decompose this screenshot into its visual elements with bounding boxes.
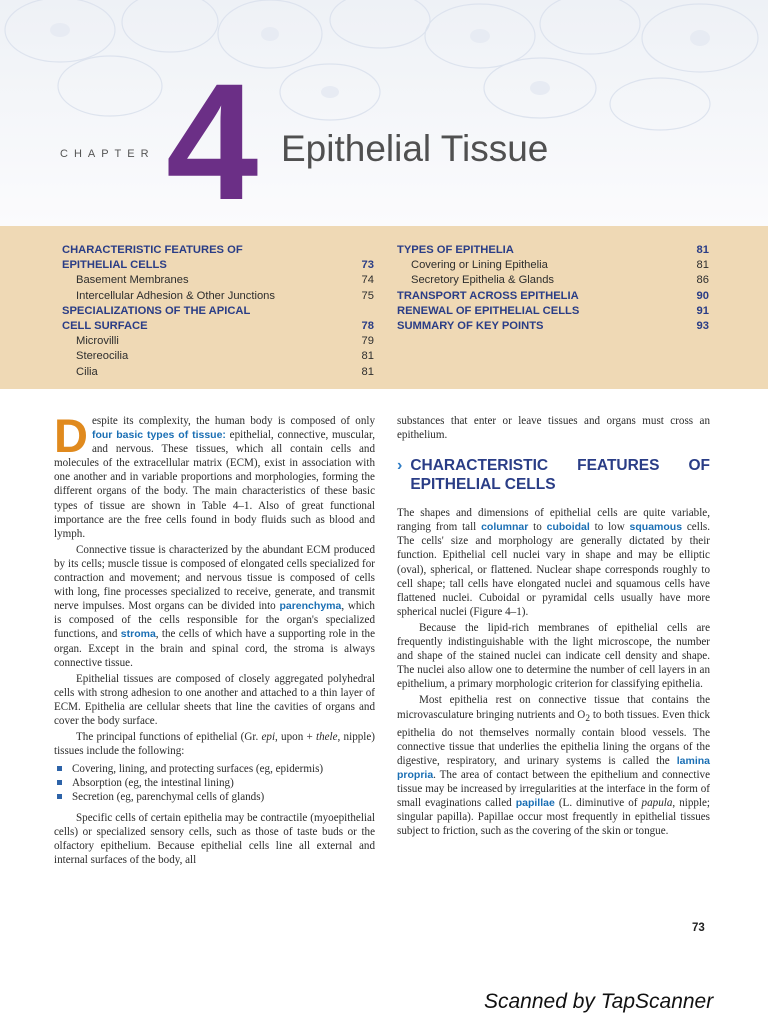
chevron-right-icon: › [397, 457, 403, 475]
italic-term: epi [261, 731, 276, 744]
text-run: to low [589, 521, 630, 534]
toc-entry[interactable] [397, 304, 709, 319]
list-item [54, 776, 375, 790]
toc-entry-label: CELL SURFACE [62, 320, 148, 333]
toc-entry[interactable] [62, 304, 374, 319]
list-item-text: Absorption (eg, the intestinal lining) [72, 777, 234, 790]
toc-entry-page: 75 [361, 289, 374, 302]
list-item [54, 762, 375, 776]
toc-entry[interactable] [62, 334, 374, 349]
key-term: papillae [515, 797, 555, 810]
bullet-square-icon [57, 794, 62, 799]
toc-entry-label: EPITHELIAL CELLS [62, 259, 167, 272]
drop-cap: D [54, 409, 88, 462]
text-run: The principal functions of epithelial (Gr. [76, 731, 262, 744]
toc-left-column [62, 243, 374, 380]
toc-entry-page: 81 [696, 259, 709, 272]
list-item-text: Secretion (eg, parenchymal cells of glands) [72, 791, 265, 804]
toc-entry-page: 93 [696, 320, 709, 333]
text-run: , the cells of which have a supporting role in the organ. Except in the brain and spinal cord, the stroma is always connective tissue. [54, 628, 375, 669]
function-list [54, 762, 375, 804]
toc-entry-label: Microvilli [76, 335, 119, 348]
toc-entry[interactable] [397, 289, 709, 304]
paragraph: Specific cells of certain epithelia may be contractile (myoepithelial cells) or specialized sensory cells, such as those of taste buds or the olfactory epithelium. Because epithelial cells line all external and internal surfaces of the body, all [54, 811, 375, 866]
paragraph: Because the lipid-rich membranes of epithelial cells are frequently indistinguishable with the light microscope, the number and shape of the stained nuclei can indicate cell density and shape. The nuclei also allow one to determine the number of cell layers in an epithelium, a primary morphologic criterion for classifying epithelia. [397, 621, 710, 691]
key-term: columnar [481, 521, 529, 534]
toc-entry-label: CHARACTERISTIC FEATURES OF [62, 244, 243, 256]
key-term: squamous [629, 521, 683, 534]
text-run: epithelial, connective, muscular, and nervous. These tissues, which all contain cells and molecules of the extracellular matrix (ECM), exist in association with one another and in variable proportions and morphologies, forming the different organs of the body. The main characteristics of these basic types of tissue are shown in Table 4–1. Also of great functional importance are the free cells found in body fluids such as blood and lymph. [54, 429, 375, 540]
toc-entry-page: 74 [361, 274, 374, 287]
text-run: , upon + [275, 731, 316, 744]
section-heading [397, 456, 710, 494]
toc-entry[interactable] [397, 243, 709, 258]
toc-entry-label: TYPES OF EPITHELIA [397, 244, 514, 256]
toc-entry[interactable] [62, 319, 374, 334]
chapter-title: Epithelial Tissue [281, 128, 549, 169]
toc-entry[interactable] [62, 273, 374, 288]
toc-entry-label: SUMMARY OF KEY POINTS [397, 320, 544, 333]
toc-entry-label: Intercellular Adhesion & Other Junctions [76, 289, 275, 302]
list-item [54, 790, 375, 804]
text-run: Most epithelia rest on connective tissue that contains the microvasculature bringing nutrients and O [397, 694, 710, 721]
toc-entry-page: 86 [696, 274, 709, 287]
toc-entry[interactable] [62, 349, 374, 364]
toc-entry-page: 90 [696, 289, 709, 302]
toc-entry[interactable] [62, 289, 374, 304]
toc-entry[interactable] [397, 258, 709, 273]
text-run: cells. The cells' size and morphology are generally dictated by their function. Epithelial cell nuclei vary in shape and may be elliptic (oval), spherical, or flattened. Nuclear shape corresponds roughly to cell shape; tall cells have elongated nuclei and squamous cells have flattened nuclei. Cuboidal or pyramidal cells usually have more spherical nuclei (Figure 4–1). [397, 521, 710, 618]
toc-entry-label: Cilia [76, 365, 98, 378]
toc-entry-label: RENEWAL OF EPITHELIAL CELLS [397, 304, 580, 317]
toc-entry-page: 81 [361, 350, 374, 363]
toc-entry-label: Covering or Lining Epithelia [411, 259, 548, 272]
text-run: Connective tissue is characterized by the abundant ECM produced by its cells; muscle tissue is composed of elongated cells specialized for contraction and movement; and nervous tissue is composed of cells with long, fine processes specialized to receive, generate, and transmit nerve impulses. Most organs can be divided into [54, 543, 375, 613]
italic-term: papula [641, 797, 673, 810]
chapter-label: CHAPTER [60, 148, 155, 160]
toc-entry[interactable] [62, 243, 374, 258]
key-term: lamina propria [397, 755, 710, 782]
toc-entry-label: Basement Membranes [76, 274, 189, 287]
toc-entry-label: Secretory Epithelia & Glands [411, 274, 555, 287]
italic-term: thele [315, 731, 338, 744]
toc-entry-page [350, 243, 374, 258]
text-run: to both tissues. Even thick epithelia do not themselves normally contain blood vessels. The connective tissue that underlies the epithelia lining the organs of the digestive, respiratory, and urinary systems is called the [397, 708, 710, 767]
paragraph [54, 543, 375, 670]
text-run: espite its complexity, the human body is composed of only [91, 415, 375, 427]
bullet-square-icon [57, 766, 62, 771]
toc-entry-page [350, 304, 374, 319]
text-run: , nipple; singular papilla). Papillae occur most frequently in epithelial tissues subject to friction, such as the covering of the skin or tongue. [397, 797, 710, 838]
toc-entry-label: Stereocilia [76, 350, 129, 363]
section-title: CHARACTERISTIC FEATURES OF EPITHELIAL CELLS [410, 457, 710, 494]
scanner-watermark: Scanned by TapScanner [484, 990, 714, 1013]
text-run: (L. diminutive of [554, 797, 642, 810]
toc-entry-page: 79 [361, 335, 374, 348]
toc-entry[interactable] [397, 319, 709, 334]
bullet-square-icon [57, 780, 62, 785]
toc-entry[interactable] [397, 273, 709, 288]
key-term: parenchyma [279, 600, 342, 613]
toc-entry-page: 78 [361, 320, 374, 333]
paragraph [397, 506, 710, 619]
page-number: 73 [692, 922, 705, 934]
text-run: , which is composed of the cells responsible for the organ's specialized functions, and [54, 600, 375, 641]
subscript: 2 [585, 713, 590, 724]
toc-entry-page: 73 [361, 259, 374, 272]
text-run: , nipple) tissues include the following: [54, 731, 375, 758]
toc-entry-label: SPECIALIZATIONS OF THE APICAL [62, 304, 251, 317]
paragraph [54, 730, 375, 758]
table-of-contents [0, 226, 768, 389]
chapter-number: 4 [166, 50, 259, 226]
text-run: The shapes and dimensions of epithelial cells are quite variable, ranging from tall [397, 507, 710, 534]
text-run: to [528, 521, 547, 534]
body-right-column [397, 414, 710, 839]
key-term: four basic types of tissue: [91, 429, 226, 442]
paragraph: Epithelial tissues are composed of closely aggregated polyhedral cells with strong adhesion to one another and attached to a thin layer of ECM. Epithelia are cellular sheets that line the cavities of organs and cover the body surface. [54, 672, 375, 727]
toc-entry[interactable] [62, 365, 374, 380]
toc-entry-label: TRANSPORT ACROSS EPITHELIA [397, 289, 579, 302]
toc-right-column [397, 243, 709, 334]
toc-entry-page: 91 [696, 304, 709, 317]
toc-entry-page: 81 [361, 365, 374, 378]
chapter-header [0, 0, 768, 226]
cell-background-pattern [0, 0, 768, 226]
paragraph [397, 693, 710, 838]
text-run: . The area of contact between the epithelium and connective tissue may be increased by irregularities at the interface in the form of small evaginations called [397, 769, 710, 810]
paragraph: substances that enter or leave tissues and organs must cross an epithelium. [397, 415, 710, 442]
key-term: stroma [120, 628, 156, 641]
intro-paragraph [54, 409, 375, 541]
toc-entry-page: 81 [696, 244, 709, 256]
key-term: cuboidal [546, 521, 590, 534]
toc-entry[interactable] [62, 258, 374, 273]
list-item-text: Covering, lining, and protecting surfaces (eg, epidermis) [72, 763, 324, 776]
body-left-column [54, 409, 375, 867]
